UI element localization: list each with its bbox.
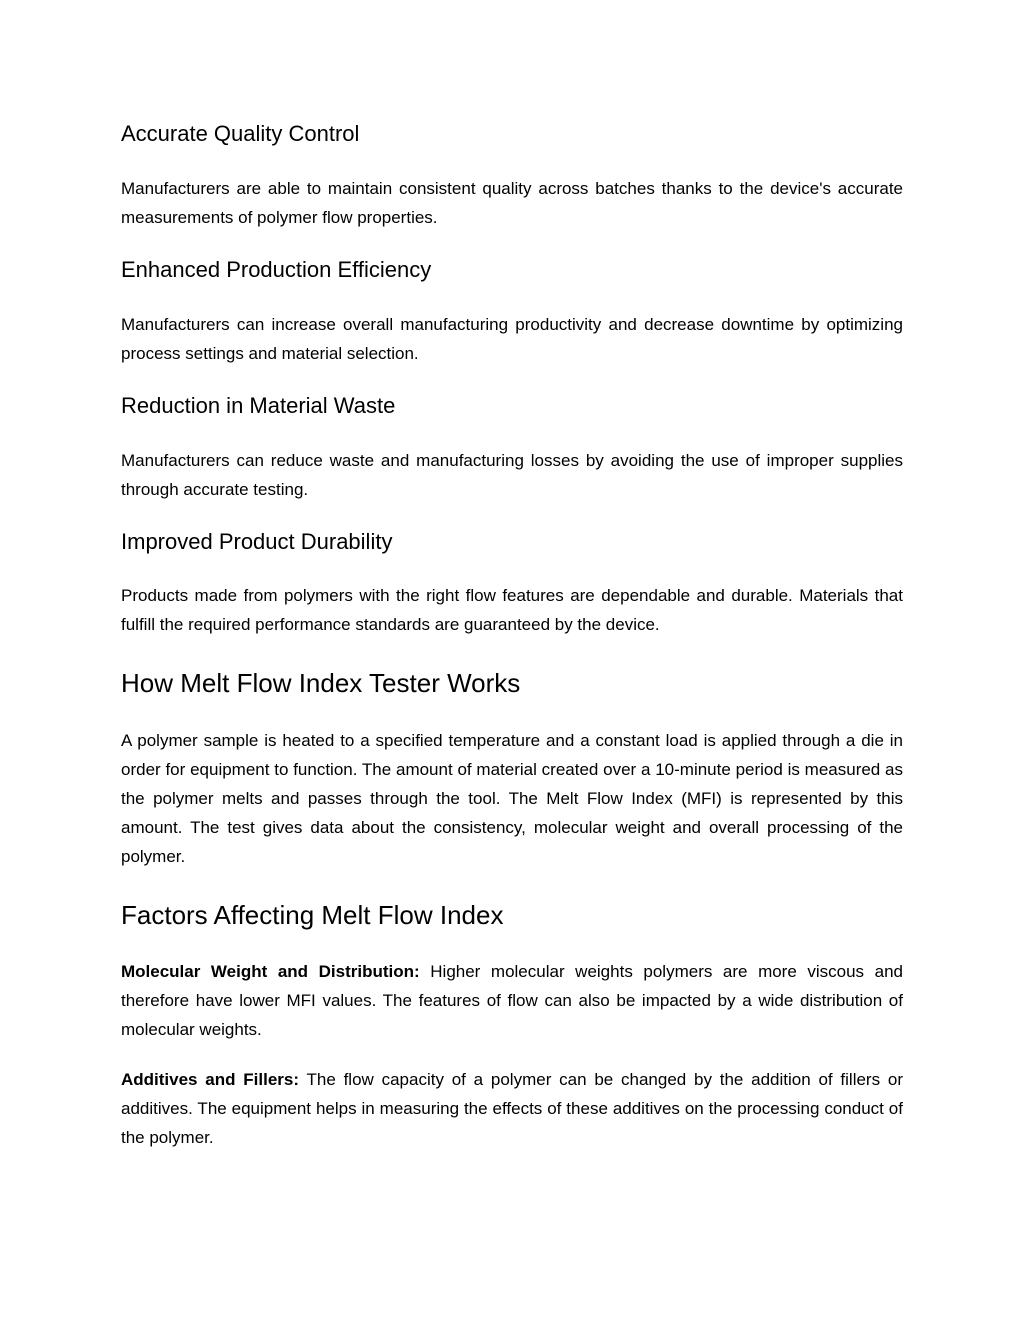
factor-lead-additives: Additives and Fillers: [121, 1070, 300, 1089]
factor-paragraph-molecular-weight [121, 957, 903, 1044]
section-heading-quality-control: Accurate Quality Control [121, 121, 360, 146]
section-body-production-efficiency: Manufacturers can increase overall manufacturing productivity and decrease downtime by optimizing process settings and material selection. [121, 315, 903, 363]
section-body-material-waste: Manufacturers can reduce waste and manufacturing losses by avoiding the use of improper supplies through accurate testing. [121, 451, 903, 499]
factor-body-molecular-weight: Higher molecular weights polymers are more viscous and therefore have lower MFI values. The features of flow can also be impacted by a wide distribution of molecular weights. [121, 962, 903, 1039]
section-heading-production-efficiency: Enhanced Production Efficiency [121, 257, 432, 282]
section-body-quality-control: Manufacturers are able to maintain consistent quality across batches thanks to the device's accurate measurements of polymer flow properties. [121, 179, 903, 227]
heading-factors: Factors Affecting Melt Flow Index [121, 900, 504, 930]
factor-lead-molecular-weight: Molecular Weight and Distribution: [121, 962, 420, 981]
section-body-product-durability: Products made from polymers with the right flow features are dependable and durable. Materials that fulfill the required performance standards are guaranteed by the device. [121, 586, 903, 634]
body-how-it-works: A polymer sample is heated to a specified temperature and a constant load is applied through a die in order for equipment to function. The amount of material created over a 10-minute period is measured as the polymer melts and passes through the tool. The Melt Flow Index (MFI) is represented by this amount. The test gives data about the consistency, molecular weight and overall processing of the polymer. [121, 731, 903, 866]
factor-paragraph-additives [121, 1065, 903, 1152]
factor-body-additives: The flow capacity of a polymer can be changed by the addition of fillers or additives. The equipment helps in measuring the effects of these additives on the processing conduct of the polymer. [121, 1070, 903, 1147]
section-heading-material-waste: Reduction in Material Waste [121, 393, 396, 418]
heading-how-it-works: How Melt Flow Index Tester Works [121, 668, 521, 698]
section-heading-product-durability: Improved Product Durability [121, 529, 393, 554]
